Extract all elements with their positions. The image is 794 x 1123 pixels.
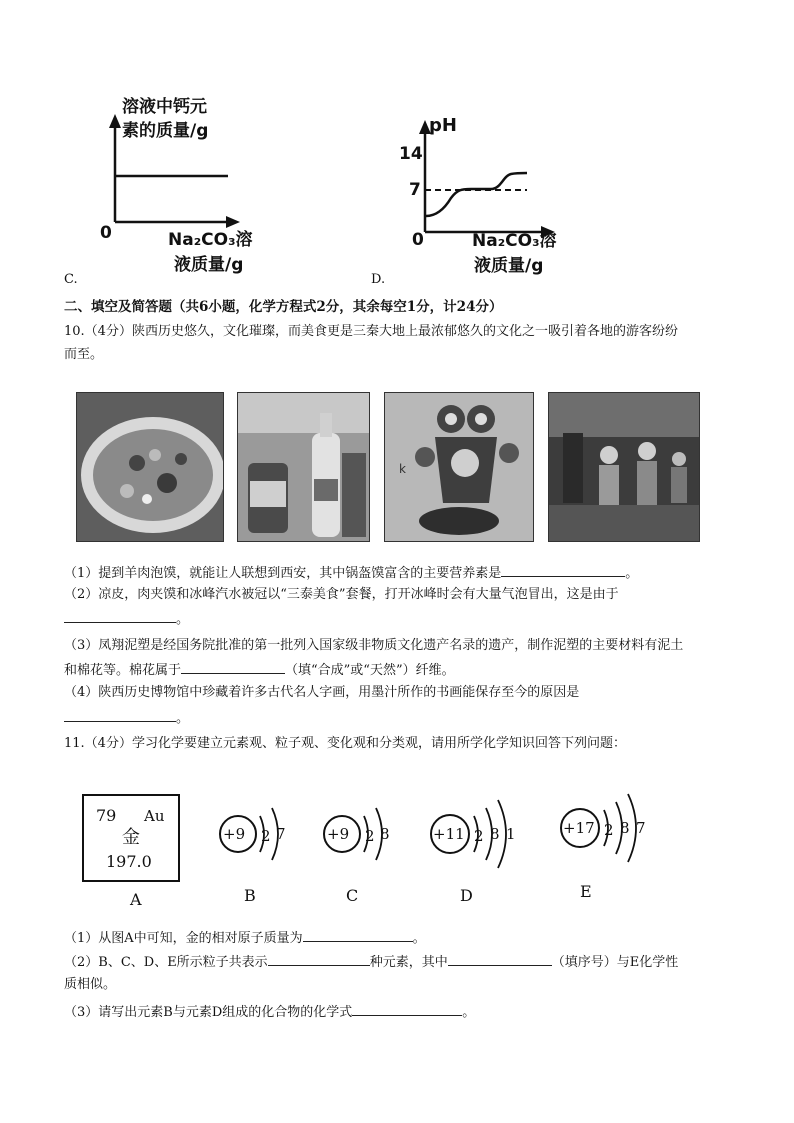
diagram-label-d: D (460, 886, 473, 905)
atom-d-shell-1: 2 (474, 827, 484, 845)
atom-e-shell-3: 7 (636, 819, 646, 837)
section-heading: 二、填空及简答题（共6小题，化学方程式2分，其余每空1分，计24分） (64, 299, 503, 315)
q10-answer-blank-4[interactable] (64, 707, 176, 722)
graph-d-tick-14: 14 (399, 144, 423, 164)
atom-b-shell-1: 2 (261, 827, 271, 845)
q10-part1-end: 。 (625, 566, 639, 581)
q10-answer-blank-2[interactable] (64, 608, 176, 623)
q11-part2-text-c: （填序号）与E化学性 (551, 955, 679, 970)
photo-clay-sculpture-drawing (385, 393, 533, 541)
photo-clay-sculpture (384, 392, 534, 542)
photo-museum (548, 392, 700, 542)
diagram-label-a: A (130, 890, 142, 909)
q11-stem: 11.（4分）学习化学要建立元素观、粒子观、变化观和分类观，请用所学化学知识回答下列问题： (64, 736, 626, 751)
q11-part3-end: 。 (462, 1005, 476, 1020)
graph-c-ylabel-1: 溶液中钙元 (122, 97, 207, 117)
graph-d-ylabel: pH (429, 115, 457, 136)
graph-d-xlabel-2: 液质量/g (474, 256, 544, 276)
q11-part2-text-b: 种元素，其中 (369, 955, 448, 970)
atom-diagram-c (320, 790, 420, 890)
atom-d-shell-3: 1 (506, 825, 516, 843)
atom-b-nucleus: +9 (223, 825, 246, 843)
q11-part3-text: （3）请写出元素B与元素D组成的化合物的化学式 (64, 1005, 353, 1020)
q11-part2-text-a: （2）B、C、D、E所示粒子共表示 (64, 955, 268, 970)
q10-part4-end: 。 (176, 711, 190, 726)
photo-drinks (237, 392, 370, 542)
atom-e-shell-1: 2 (604, 821, 614, 839)
q10-answer-blank-1[interactable] (501, 562, 625, 577)
element-atomic-number: 79 (96, 806, 117, 825)
q10-part4-text: （4）陕西历史博物馆中珍藏着许多古代名人字画，用墨汁所作的书画能保存至今的原因是 (64, 685, 580, 700)
graph-c-ylabel-2: 素的质量/g (122, 121, 209, 141)
option-d-label: D. (371, 272, 386, 287)
diagram-label-e: E (580, 882, 592, 901)
q10-part3-line2 (64, 659, 455, 681)
q11-answer-blank-3[interactable] (448, 951, 552, 966)
photo-drinks-drawing (238, 393, 369, 541)
graph-c-xlabel-1: Na₂CO₃溶 (168, 230, 253, 250)
element-atomic-mass: 197.0 (106, 852, 152, 871)
element-box-gold (82, 794, 180, 882)
q10-part3-text-b: （填“合成”或“天然”）纤维。 (285, 663, 455, 678)
q10-stem-line1: 10.（4分）陕西历史悠久，文化璀璨，而美食更是三秦大地上最浓郁悠久的文化之一吸引着各地的游客纷纷 (64, 324, 678, 339)
q11-part1-end: 。 (412, 931, 426, 946)
graph-d-tick-7: 7 (409, 180, 421, 200)
diagram-label-c: C (346, 886, 359, 905)
atom-c-shell-1: 2 (365, 827, 375, 845)
q11-part1 (64, 927, 426, 949)
atom-c-nucleus: +9 (327, 825, 350, 843)
q10-part4-line2 (64, 707, 189, 729)
atom-b-shell-2: 7 (276, 825, 286, 843)
q10-answer-blank-3[interactable] (181, 659, 285, 674)
graph-c-xlabel-2: 液质量/g (174, 255, 244, 275)
atom-e-nucleus: +17 (563, 819, 595, 837)
svg-text:k: k (399, 462, 406, 476)
graph-d-origin: 0 (412, 230, 424, 250)
element-symbol: Au (144, 807, 165, 825)
atom-d-nucleus: +11 (433, 825, 465, 843)
graph-d-ph-curve (426, 173, 527, 216)
q10-part3-text-a: 和棉花等。棉花属于 (64, 663, 182, 678)
photo-museum-drawing (549, 393, 699, 541)
graph-d-xlabel-1: Na₂CO₃溶 (472, 231, 557, 251)
atom-e-shell-2: 8 (620, 819, 630, 837)
q11-part2 (64, 951, 678, 973)
atom-c-shell-2: 8 (380, 825, 390, 843)
q10-part2-line2 (64, 608, 189, 630)
q10-part1-text: （1）提到羊肉泡馍，就能让人联想到西安，其中锅盔馍富含的主要营养素是 (64, 566, 502, 581)
atom-d-shell-2: 8 (490, 825, 500, 843)
q10-stem-line2: 而至。 (64, 347, 104, 362)
q10-part3-line1: （3）凤翔泥塑是经国务院批准的第一批列入国家级非物质文化遗产名录的遗产，制作泥塑的主要材料有泥土 (64, 638, 684, 653)
q11-part3 (64, 1001, 475, 1023)
q11-answer-blank-4[interactable] (352, 1001, 462, 1016)
element-name: 金 (122, 827, 140, 848)
q10-part1 (64, 562, 638, 584)
graph-c-origin: 0 (100, 223, 112, 243)
photo-paomo (76, 392, 224, 542)
atom-diagram-d (428, 786, 538, 890)
graph-c (60, 92, 260, 292)
photo-paomo-drawing (77, 393, 223, 541)
q11-answer-blank-1[interactable] (303, 927, 413, 942)
q10-part2-text: （2）凉皮，肉夹馍和冰峰汽水被冠以“三泰美食”套餐，打开冰峰时会有大量气泡冒出，这是由于 (64, 587, 619, 602)
q11-answer-blank-2[interactable] (268, 951, 370, 966)
atom-diagram-b (216, 790, 316, 890)
q11-part1-text: （1）从图A中可知，金的相对原子质量为 (64, 931, 303, 946)
diagram-label-b: B (244, 886, 256, 905)
q10-part2-end: 。 (176, 612, 190, 627)
q11-part2-line2: 质相似。 (64, 977, 117, 992)
option-c-label: C. (64, 272, 78, 287)
atom-diagram-e (558, 780, 668, 884)
